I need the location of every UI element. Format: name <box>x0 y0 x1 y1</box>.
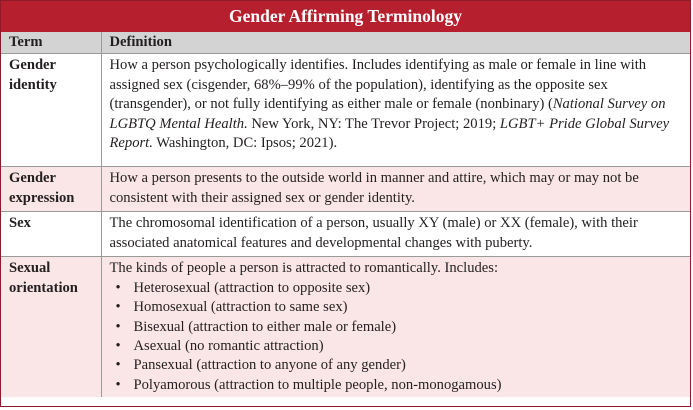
list-item <box>116 279 685 298</box>
table-row <box>1 54 690 167</box>
table-title: Gender Affirming Terminology <box>1 1 690 32</box>
term-cell: Sex <box>1 212 101 257</box>
citation-title: LGBT+ Pride Global Survey Report. <box>109 115 670 152</box>
list-item <box>116 337 685 356</box>
definition-cell <box>101 54 690 167</box>
term-cell <box>1 167 101 212</box>
list-item <box>116 298 685 317</box>
list-item-text: Bisexual (attraction to either male or female) <box>133 318 397 335</box>
header-row <box>1 32 690 54</box>
orientation-list <box>110 279 685 395</box>
definition-text: How a person psychologically identifies. Includes identifying as male or female in line with assigned sex (cisgender, 68%–99% of the population), identifying as the opposite sex (transgender), or not fully identifying as either male or female (nonbinary) ( <box>109 57 647 113</box>
bullet-icon: • <box>115 318 121 335</box>
definition-cell: The chromosomal identification of a person, usually XY (male) or XX (female), with their associated anatomical features and developmental changes with puberty. <box>101 212 690 257</box>
definition-text: New York, NY: The Trevor Project; 2019; <box>247 115 500 132</box>
header-definition: Definition <box>101 32 690 54</box>
header-term: Term <box>1 32 101 54</box>
term-line: expression <box>9 189 75 206</box>
list-item-text: Homosexual (attraction to same sex) <box>133 299 348 316</box>
terminology-table <box>1 32 690 397</box>
citation-title: National Survey on LGBTQ Mental Health. <box>109 96 666 132</box>
bullet-icon: • <box>115 299 121 316</box>
term-line: Gender <box>9 170 57 187</box>
list-item <box>116 376 685 395</box>
term-cell <box>1 54 101 167</box>
definition-text: Washington, DC: Ipsos; 2021). <box>152 135 338 152</box>
definition-intro: The kinds of people a person is attracted to romantically. Includes: <box>109 260 499 277</box>
table-row <box>1 212 690 257</box>
table-row <box>1 257 690 397</box>
list-item-text: Asexual (no romantic attraction) <box>133 338 324 355</box>
definition-cell <box>101 257 690 397</box>
list-item <box>116 318 685 337</box>
list-item <box>116 356 685 375</box>
list-item-text: Pansexual (attraction to anyone of any gender) <box>133 357 406 374</box>
list-item-text: Polyamorous (attraction to multiple people, non-monogamous) <box>133 376 502 393</box>
term-line: Sexual <box>9 260 51 277</box>
list-item-text: Heterosexual (attraction to opposite sex) <box>133 279 371 296</box>
term-line: Gender <box>9 57 57 74</box>
bullet-icon: • <box>115 357 121 374</box>
term-line: orientation <box>9 279 78 296</box>
term-line: identity <box>9 76 57 93</box>
definition-cell: How a person presents to the outside world in manner and attire, which may or may not be consistent with their assigned sex or gender identity. <box>101 167 690 212</box>
table-row <box>1 167 690 212</box>
bullet-icon: • <box>115 338 121 355</box>
bullet-icon: • <box>115 279 121 296</box>
bullet-icon: • <box>115 376 121 393</box>
term-cell <box>1 257 101 397</box>
